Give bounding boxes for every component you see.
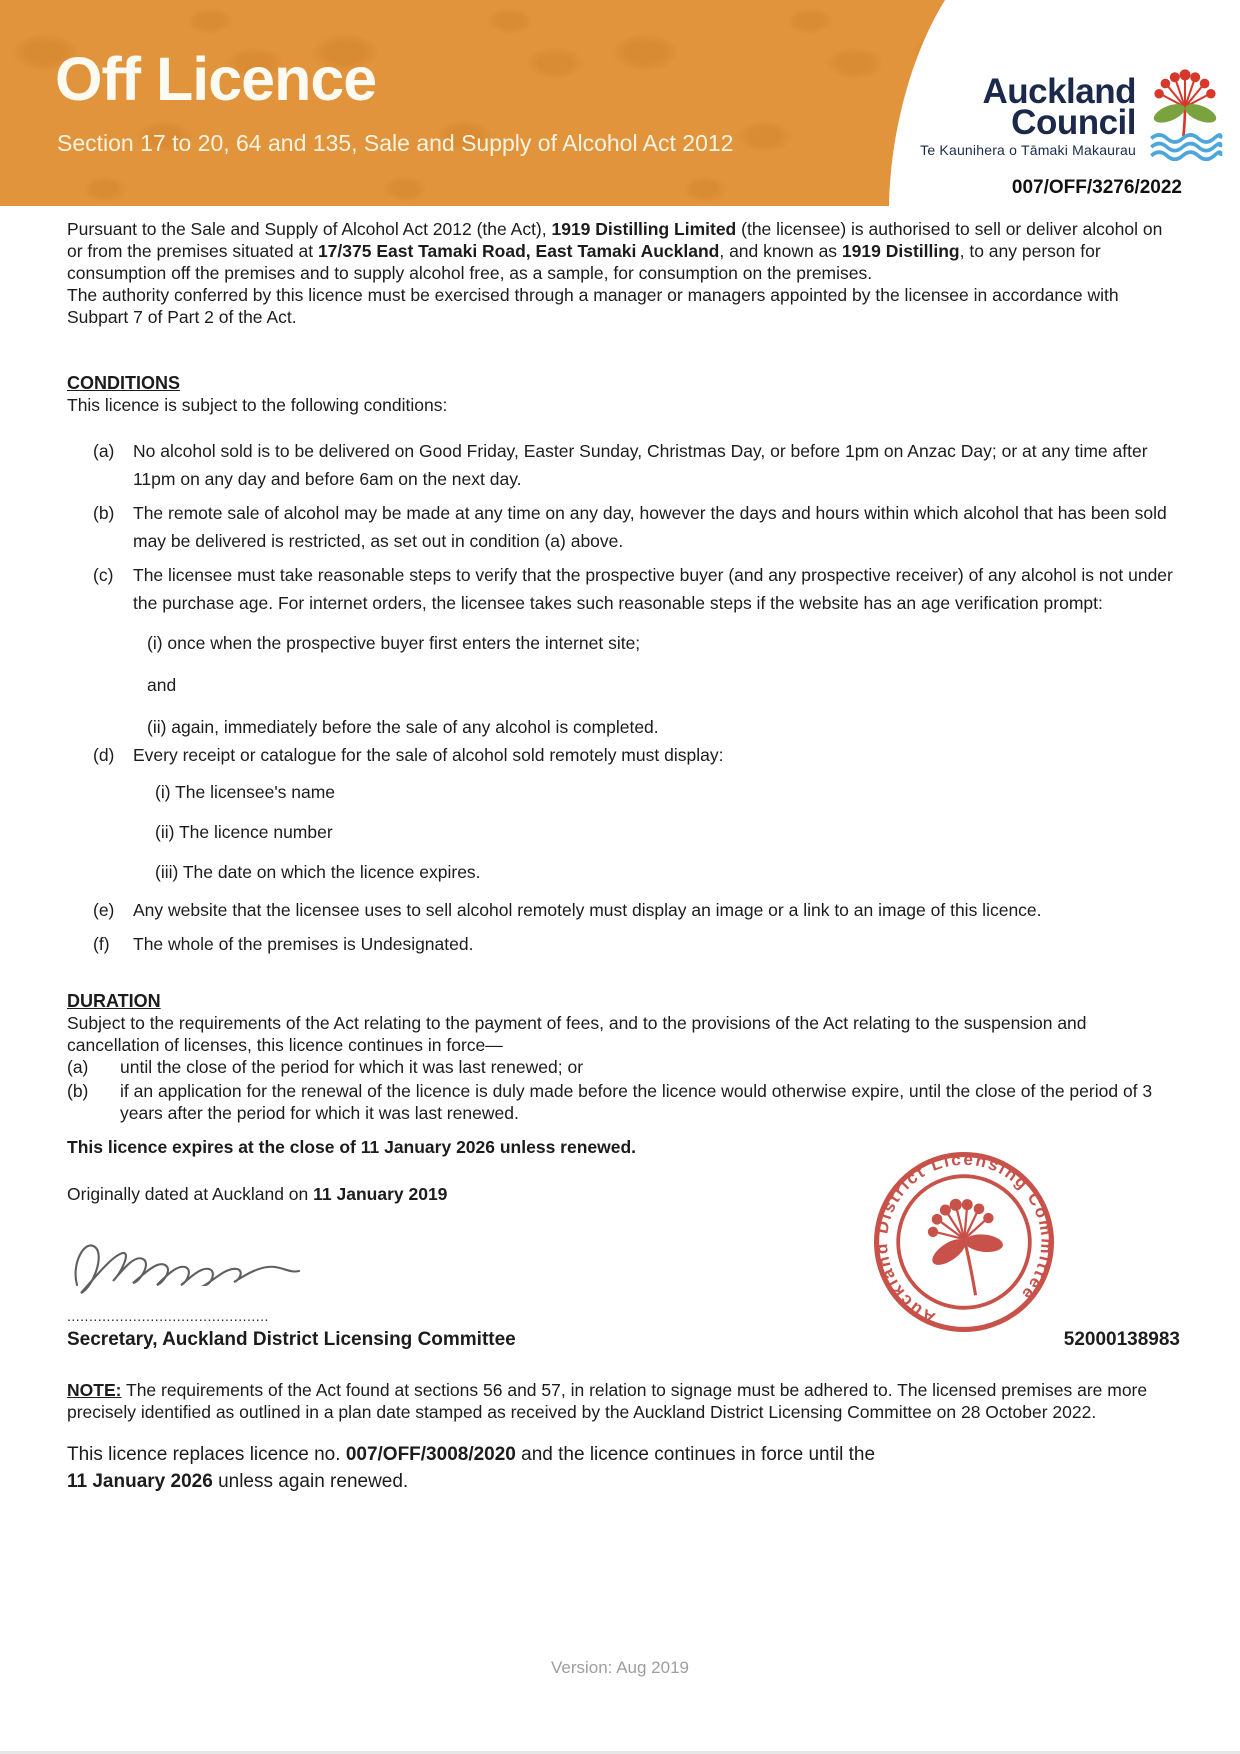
signature-dotted-line: ..............................................: [67, 1307, 269, 1324]
condition-label: (e): [93, 900, 115, 920]
pohutukawa-flower-icon: [1145, 60, 1225, 162]
expiry-statement: This licence expires at the close of 11 January 2026 unless renewed.: [67, 1137, 637, 1157]
condition-subitem: (ii) The licence number: [155, 822, 333, 842]
duration-item-a: [67, 1056, 1180, 1078]
stamp-reference-number: 52000138983: [1063, 1328, 1180, 1350]
replacement-text: and the licence continues in force until the: [515, 1444, 876, 1465]
logo-name-line1: Auckland: [982, 72, 1136, 111]
duration-label: (a): [67, 1057, 89, 1077]
replacement-text: unless again renewed.: [212, 1471, 409, 1492]
condition-text: Every receipt or catalogue for the sale of alcohol sold remotely must display:: [133, 745, 724, 765]
condition-item-f: [93, 930, 1180, 958]
intro-text: (the licensee) is authorised to sell or deliver alcohol on or from the premises situated at: [67, 219, 1163, 261]
duration-text: if an application for the renewal of the licence is duly made before the licence would otherwise expire, until the close of the period of 3 years after the period for which it was last renewed.: [120, 1081, 1153, 1123]
duration-heading: DURATION: [67, 991, 161, 1011]
stamp-flower-icon: [916, 1190, 1016, 1305]
condition-item-a: [93, 437, 1180, 493]
replacement-text: This licence replaces licence no.: [67, 1444, 346, 1465]
condition-subitem: and: [147, 675, 177, 695]
note-label: NOTE:: [67, 1379, 122, 1400]
condition-text-block: [133, 561, 1180, 741]
replacement-expiry-date: 11 January 2026: [67, 1471, 213, 1492]
condition-text: The licensee must take reasonable steps to verify that the prospective buyer (and any prospective receiver) of any alcohol is not under the purchase age. For internet orders, the licensee takes such reasonable steps if the website has an age verification prompt:: [133, 565, 1173, 613]
stamp-text: Auckland District Licensing Committee: [872, 1150, 1056, 1327]
condition-item-e: [93, 896, 1180, 924]
replacement-paragraph: [67, 1441, 1180, 1495]
condition-label: (f): [93, 934, 110, 954]
condition-label: (d): [93, 745, 115, 765]
header-banner: [0, 0, 1240, 206]
logo-name-line2: Council: [1011, 103, 1136, 142]
auckland-council-wordmark: [920, 72, 1136, 158]
condition-text-block: [133, 741, 1180, 886]
note-text: The requirements of the Act found at sections 56 and 57, in relation to signage must be adhered to. The licensed premises are more precisely identified as outlined in a plan date stamped as received by the Auckland District Licensing Committee on 28 October 2022.: [67, 1379, 1148, 1422]
replaced-licence-number: 007/OFF/3008/2020: [345, 1444, 516, 1465]
condition-label: (b): [93, 503, 115, 523]
licensee-name: 1919 Distilling Limited: [551, 219, 737, 239]
condition-text: No alcohol sold is to be delivered on Good Friday, Easter Sunday, Christmas Day, or before 1pm on Anzac Day; or at any time after 11pm on any day and before 6am on the next day.: [133, 441, 1148, 489]
note-paragraph: [67, 1379, 1180, 1424]
signature-image: [69, 1223, 319, 1311]
intro-paragraph: [67, 218, 1180, 328]
condition-text: Any website that the licensee uses to sell alcohol remotely must display an image or a link to an image of this licence.: [133, 900, 1042, 920]
intro-authority-text: The authority conferred by this licence must be exercised through a manager or managers appointed by the licensee in accordance with Subpart 7 of Part 2 of the Act.: [67, 285, 1119, 327]
page-title: Off Licence: [55, 45, 377, 113]
intro-text: , and known as: [719, 241, 842, 261]
conditions-list: [67, 437, 1180, 958]
dated-prefix: Originally dated at Auckland on: [67, 1184, 314, 1204]
conditions-heading: CONDITIONS: [67, 373, 181, 393]
logo-maori-name: Te Kaunihera o Tāmaki Makaurau: [920, 142, 1136, 158]
condition-subitem: (i) once when the prospective buyer first enters the internet site;: [147, 633, 641, 653]
intro-text: Pursuant to the Sale and Supply of Alcohol Act 2012 (the Act),: [67, 219, 552, 239]
secretary-title: Secretary, Auckland District Licensing Committee: [67, 1328, 516, 1350]
auckland-council-logo: [920, 60, 1225, 162]
condition-text: The remote sale of alcohol may be made at any time on any day, however the days and hours within which alcohol that has been sold may be delivered is restricted, as set out in condition (a) above.: [133, 503, 1167, 551]
version-footer: Version: Aug 2019: [550, 1658, 689, 1677]
page-subtitle: Section 17 to 20, 64 and 135, Sale and Supply of Alcohol Act 2012: [57, 130, 734, 156]
duration-lead: Subject to the requirements of the Act relating to the payment of fees, and to the provisions of the Act relating to the suspension and cancellation of licenses, this licence continues in force—: [67, 1013, 1087, 1055]
original-date: 11 January 2019: [313, 1184, 448, 1204]
premises-address: 17/375 East Tamaki Road, East Tamaki Auckland: [317, 241, 720, 261]
duration-label: (b): [67, 1081, 89, 1101]
duration-text: until the close of the period for which it was last renewed; or: [120, 1057, 584, 1077]
condition-item-c: [93, 561, 1180, 741]
conditions-lead: This licence is subject to the following conditions:: [67, 395, 448, 415]
condition-subitem: (ii) again, immediately before the sale of any alcohol is completed.: [147, 717, 659, 737]
duration-item-b: [67, 1080, 1180, 1124]
premises-name: 1919 Distilling: [841, 241, 960, 261]
licence-number: 007/OFF/3276/2022: [1011, 177, 1182, 198]
condition-label: (a): [93, 441, 115, 461]
condition-label: (c): [93, 565, 114, 585]
condition-item-b: [93, 499, 1180, 555]
intro-text: , to any person for consumption off the premises and to supply alcohol free, as a sample, for consumption on the premises.: [67, 241, 1101, 283]
condition-subitem: (iii) The date on which the licence expires.: [155, 862, 481, 882]
condition-item-d: [93, 741, 1180, 886]
condition-subitem: (i) The licensee's name: [155, 782, 336, 802]
secretary-row: [67, 1329, 1180, 1351]
condition-text: The whole of the premises is Undesignated.: [133, 934, 474, 954]
